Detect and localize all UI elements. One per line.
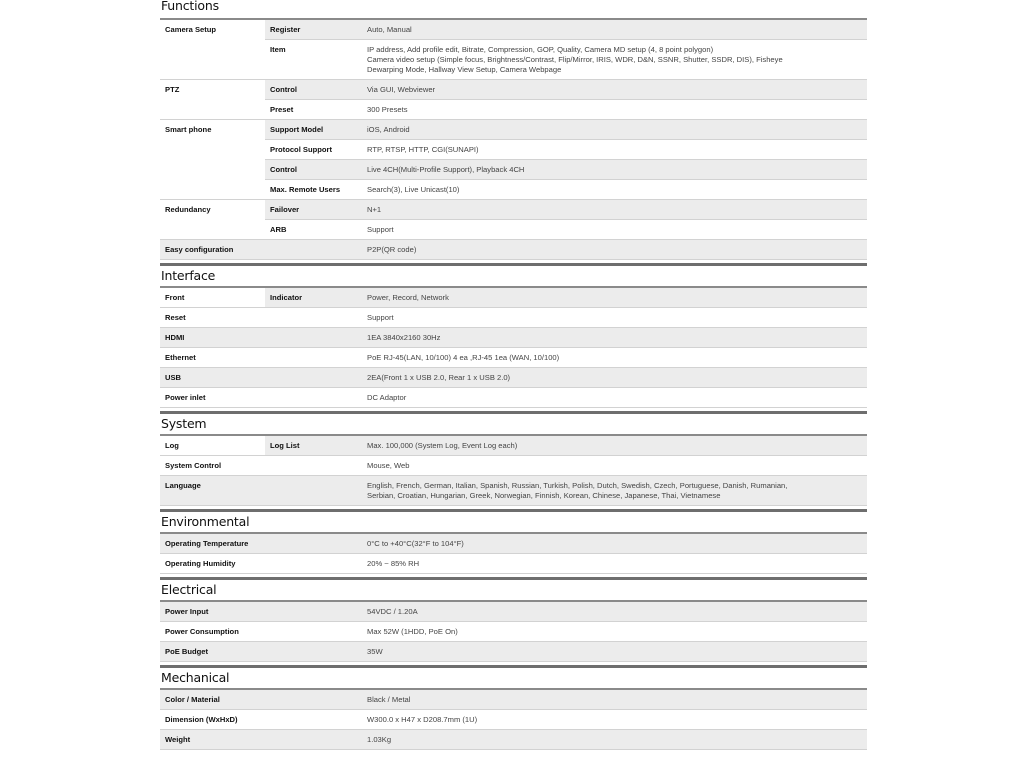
environmental-table (160, 534, 867, 574)
row-category: Language (160, 476, 265, 506)
section-divider (160, 263, 867, 266)
table-row (160, 622, 867, 642)
row-value: Power, Record, Network (362, 288, 867, 308)
section-divider (160, 577, 867, 580)
table-row (160, 120, 867, 140)
row-category: System Control (160, 456, 265, 476)
row-subcategory (265, 534, 362, 554)
row-value: 1EA 3840x2160 30Hz (362, 328, 867, 348)
spec-sheet (160, 0, 867, 750)
table-row (160, 534, 867, 554)
section-title-functions: Functions (161, 0, 219, 13)
row-category: Power inlet (160, 388, 265, 408)
row-value: Support (362, 220, 867, 240)
row-value: DC Adaptor (362, 388, 867, 408)
row-subcategory (265, 642, 362, 662)
row-category: USB (160, 368, 265, 388)
table-row (160, 308, 867, 328)
section-title-mechanical: Mechanical (161, 670, 230, 685)
section-divider (160, 665, 867, 668)
table-row (160, 456, 867, 476)
section-title-environmental: Environmental (161, 514, 250, 529)
row-category: Reset (160, 308, 265, 328)
row-value: 2EA(Front 1 x USB 2.0, Rear 1 x USB 2.0) (362, 368, 867, 388)
row-value: Support (362, 308, 867, 328)
section-divider (160, 509, 867, 512)
row-subcategory: Control (265, 160, 362, 180)
table-row (160, 288, 867, 308)
row-category (160, 160, 265, 180)
table-row (160, 100, 867, 120)
value-line: English, French, German, Italian, Spanish, Russian, Turkish, Polish, Dutch, Swedish, Czech, Portuguese, Danish, Rumanian, (367, 480, 788, 490)
row-value: 35W (362, 642, 867, 662)
row-subcategory: Control (265, 80, 362, 100)
row-subcategory: Log List (265, 436, 362, 456)
row-subcategory: Max. Remote Users (265, 180, 362, 200)
row-category: Log (160, 436, 265, 456)
section-divider (160, 411, 867, 414)
row-value: 20% ~ 85% RH (362, 554, 867, 574)
row-category: Ethernet (160, 348, 265, 368)
table-row (160, 368, 867, 388)
table-row (160, 690, 867, 710)
row-value: Max. 100,000 (System Log, Event Log each) (362, 436, 867, 456)
row-category: Power Consumption (160, 622, 265, 642)
table-row (160, 710, 867, 730)
table-row (160, 476, 867, 506)
system-table (160, 436, 867, 506)
row-subcategory (265, 622, 362, 642)
row-subcategory (265, 368, 362, 388)
row-subcategory: Support Model (265, 120, 362, 140)
mechanical-table (160, 690, 867, 750)
value-line: IP address, Add profile edit, Bitrate, Compression, GOP, Quality, Camera MD setup (4, 8 point polygon) (367, 44, 714, 54)
row-value: 54VDC / 1.20A (362, 602, 867, 622)
row-category (160, 180, 265, 200)
table-row (160, 140, 867, 160)
row-value: P2P(QR code) (362, 240, 867, 260)
table-row (160, 436, 867, 456)
row-value: RTP, RTSP, HTTP, CGI(SUNAPI) (362, 140, 867, 160)
row-value: 300 Presets (362, 100, 867, 120)
row-subcategory (265, 456, 362, 476)
table-row (160, 40, 867, 80)
row-category: Power Input (160, 602, 265, 622)
row-value: N+1 (362, 200, 867, 220)
table-row (160, 328, 867, 348)
row-category: Redundancy (165, 204, 211, 214)
row-subcategory: Item (265, 40, 362, 80)
row-value: W300.0 x H47 x D208.7mm (1U) (362, 710, 867, 730)
row-category: Color / Material (160, 690, 265, 710)
row-subcategory (265, 690, 362, 710)
row-subcategory (265, 328, 362, 348)
row-subcategory (265, 602, 362, 622)
row-category: Operating Humidity (160, 554, 265, 574)
table-row (160, 554, 867, 574)
electrical-table (160, 602, 867, 662)
row-category: HDMI (160, 328, 265, 348)
section-title-electrical: Electrical (161, 582, 217, 597)
section-title-system: System (161, 416, 207, 431)
row-category: Operating Temperature (160, 534, 265, 554)
row-subcategory (265, 388, 362, 408)
value-line: Dewarping Mode, Hallway View Setup, Camera Webpage (367, 64, 562, 74)
row-category (160, 140, 265, 160)
row-category (160, 100, 265, 120)
row-subcategory: ARB (265, 220, 362, 240)
row-subcategory: Preset (265, 100, 362, 120)
row-subcategory (265, 730, 362, 750)
value-line: Camera video setup (Simple focus, Brightness/Contrast, Flip/Mirror, IRIS, WDR, D&N, SSNR, Shutter, SSDR, DIS), Fisheye (367, 54, 783, 64)
interface-table (160, 288, 867, 408)
row-category: Weight (160, 730, 265, 750)
row-category: Camera Setup (165, 24, 217, 34)
row-value: iOS, Android (362, 120, 867, 140)
row-value: Search(3), Live Unicast(10) (362, 180, 867, 200)
section-title-interface: Interface (161, 268, 216, 283)
table-row (160, 20, 867, 40)
table-row (160, 730, 867, 750)
row-category: Smart phone (165, 124, 212, 134)
table-row (160, 180, 867, 200)
row-value: Via GUI, Webviewer (362, 80, 867, 100)
row-category (160, 220, 265, 240)
row-subcategory (265, 476, 362, 506)
row-value (362, 476, 867, 506)
table-row (160, 602, 867, 622)
table-row (160, 348, 867, 368)
row-category: Front (160, 288, 265, 308)
table-row (160, 160, 867, 180)
row-subcategory: Register (265, 20, 362, 40)
row-value: Max 52W (1HDD, PoE On) (362, 622, 867, 642)
row-value: Live 4CH(Multi-Profile Support), Playback 4CH (362, 160, 867, 180)
row-value: 0°C to +40°C(32°F to 104°F) (362, 534, 867, 554)
row-subcategory: Failover (265, 200, 362, 220)
table-row (160, 388, 867, 408)
functions-table (160, 20, 867, 260)
row-subcategory: Protocol Support (265, 140, 362, 160)
row-subcategory (265, 308, 362, 328)
row-value: 1.03Kg (362, 730, 867, 750)
row-value (362, 40, 867, 80)
row-category: PTZ (165, 84, 180, 94)
table-row (160, 80, 867, 100)
row-value: Auto, Manual (362, 20, 867, 40)
table-row (160, 200, 867, 220)
row-category: Easy configuration (160, 240, 265, 260)
value-line: Serbian, Croatian, Hungarian, Greek, Norwegian, Finnish, Korean, Chinese, Japanese, Thai, Vietnamese (367, 490, 721, 500)
row-category (160, 40, 265, 80)
row-category: Dimension (WxHxD) (160, 710, 265, 730)
row-subcategory (265, 240, 362, 260)
row-value: Mouse, Web (362, 456, 867, 476)
row-value: PoE RJ-45(LAN, 10/100) 4 ea ,RJ-45 1ea (WAN, 10/100) (362, 348, 867, 368)
table-row (160, 220, 867, 240)
row-subcategory (265, 348, 362, 368)
row-category: PoE Budget (160, 642, 265, 662)
row-subcategory (265, 554, 362, 574)
row-subcategory (265, 710, 362, 730)
table-row (160, 240, 867, 260)
row-subcategory: Indicator (265, 288, 362, 308)
table-row (160, 642, 867, 662)
row-value: Black / Metal (362, 690, 867, 710)
